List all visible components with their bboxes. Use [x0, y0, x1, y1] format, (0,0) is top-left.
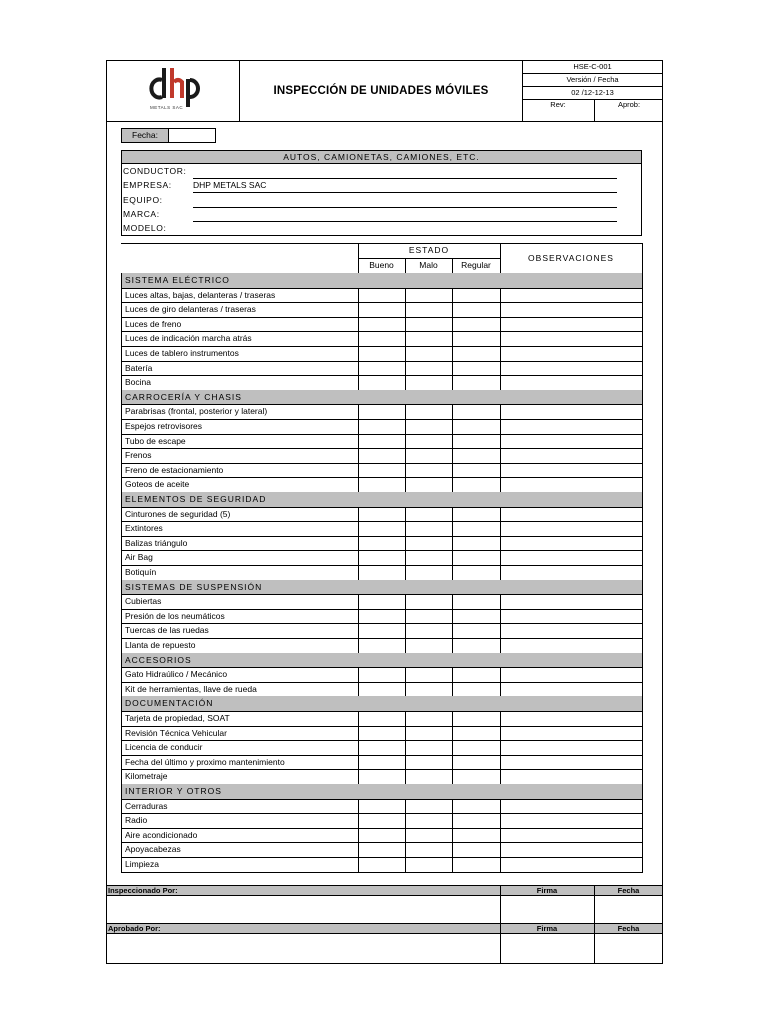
- section-header: ELEMENTOS DE SEGURIDAD: [121, 492, 643, 508]
- bueno-cell[interactable]: [358, 536, 406, 552]
- section-header: ACCESORIOS: [121, 653, 643, 669]
- regular-cell[interactable]: [452, 842, 501, 858]
- regular-cell[interactable]: [452, 711, 501, 727]
- observaciones-cell[interactable]: [500, 857, 643, 873]
- checklist-item: Revisión Técnica Vehicular: [121, 726, 358, 742]
- signer-name-field[interactable]: [107, 897, 499, 922]
- checklist-item: Cerraduras: [121, 799, 358, 815]
- bueno-cell[interactable]: [358, 726, 406, 742]
- signature-field[interactable]: [501, 897, 593, 922]
- checklist-item: Balizas triángulo: [121, 536, 358, 552]
- checklist-item: Bocina: [121, 375, 358, 391]
- malo-cell[interactable]: [405, 434, 453, 450]
- observaciones-cell[interactable]: [500, 536, 643, 552]
- regular-cell[interactable]: [452, 799, 501, 815]
- bueno-cell[interactable]: [358, 288, 406, 304]
- malo-cell[interactable]: [405, 740, 453, 756]
- checklist-item: Radio: [121, 813, 358, 829]
- observaciones-cell[interactable]: [500, 404, 643, 420]
- observaciones-cell[interactable]: [500, 521, 643, 537]
- bueno-cell[interactable]: [358, 769, 406, 785]
- malo-cell[interactable]: [405, 623, 453, 639]
- observaciones-cell[interactable]: [500, 565, 643, 581]
- observaciones-cell[interactable]: [500, 375, 643, 391]
- bueno-cell[interactable]: [358, 842, 406, 858]
- checklist-item: Luces altas, bajas, delanteras / traseras: [121, 288, 358, 304]
- malo-cell[interactable]: [405, 550, 453, 566]
- observaciones-cell[interactable]: [500, 828, 643, 844]
- vehicle-field-label: MODELO:: [123, 223, 167, 233]
- bueno-cell[interactable]: [358, 828, 406, 844]
- observaciones-cell[interactable]: [500, 711, 643, 727]
- bueno-cell[interactable]: [358, 419, 406, 435]
- regular-cell[interactable]: [452, 726, 501, 742]
- malo-cell[interactable]: [405, 828, 453, 844]
- observaciones-cell[interactable]: [500, 419, 643, 435]
- observaciones-cell[interactable]: [500, 740, 643, 756]
- checklist-item: Frenos: [121, 448, 358, 464]
- regular-cell[interactable]: [452, 565, 501, 581]
- bueno-cell[interactable]: [358, 711, 406, 727]
- signature-date-field[interactable]: [595, 897, 662, 922]
- checklist-item: Goteos de aceite: [121, 477, 358, 493]
- checklist-item: Apoyacabezas: [121, 842, 358, 858]
- malo-cell[interactable]: [405, 565, 453, 581]
- malo-cell[interactable]: [405, 477, 453, 493]
- malo-cell[interactable]: [405, 842, 453, 858]
- regular-cell[interactable]: [452, 375, 501, 391]
- malo-cell[interactable]: [405, 726, 453, 742]
- observaciones-cell[interactable]: [500, 288, 643, 304]
- estado-col-2: Regular: [461, 260, 491, 271]
- regular-cell[interactable]: [452, 288, 501, 304]
- malo-cell[interactable]: [405, 404, 453, 420]
- malo-cell[interactable]: [405, 448, 453, 464]
- bueno-cell[interactable]: [358, 857, 406, 873]
- checklist-item: Batería: [121, 361, 358, 377]
- observaciones-cell[interactable]: [500, 682, 643, 698]
- regular-cell[interactable]: [452, 755, 501, 771]
- section-header: DOCUMENTACIÓN: [121, 696, 643, 712]
- fecha-label: Fecha: [617, 886, 640, 896]
- observaciones-cell[interactable]: [500, 507, 643, 523]
- signature-label: Inspeccionado Por:: [108, 886, 178, 895]
- regular-cell[interactable]: [452, 828, 501, 844]
- regular-cell[interactable]: [452, 463, 501, 479]
- vehicle-field-label: CONDUCTOR:: [123, 166, 187, 176]
- bueno-cell[interactable]: [358, 361, 406, 377]
- bueno-cell[interactable]: [358, 623, 406, 639]
- regular-cell[interactable]: [452, 331, 501, 347]
- form-code: HSE-C-001: [573, 61, 612, 71]
- bueno-cell[interactable]: [358, 463, 406, 479]
- estado-col-0: Bueno: [369, 260, 394, 271]
- malo-cell[interactable]: [405, 463, 453, 479]
- bueno-cell[interactable]: [358, 609, 406, 625]
- regular-cell[interactable]: [452, 623, 501, 639]
- regular-cell[interactable]: [452, 740, 501, 756]
- observaciones-cell[interactable]: [500, 842, 643, 858]
- malo-cell[interactable]: [405, 769, 453, 785]
- observaciones-cell[interactable]: [500, 799, 643, 815]
- observaciones-cell[interactable]: [500, 361, 643, 377]
- regular-cell[interactable]: [452, 857, 501, 873]
- bueno-cell[interactable]: [358, 331, 406, 347]
- regular-cell[interactable]: [452, 507, 501, 523]
- checklist-item: Air Bag: [121, 550, 358, 566]
- bueno-cell[interactable]: [358, 550, 406, 566]
- checklist-item: Gato Hidraúlico / Mecánico: [121, 667, 358, 683]
- checklist-item: Licencia de conducir: [121, 740, 358, 756]
- fecha-label: Fecha: [617, 924, 640, 934]
- regular-cell[interactable]: [452, 419, 501, 435]
- checklist-item: Extintores: [121, 521, 358, 537]
- checklist-item: Cubiertas: [121, 594, 358, 610]
- regular-cell[interactable]: [452, 404, 501, 420]
- vehicle-field-label: EQUIPO:: [123, 195, 163, 205]
- regular-cell[interactable]: [452, 521, 501, 537]
- regular-cell[interactable]: [452, 609, 501, 625]
- observaciones-cell[interactable]: [500, 609, 643, 625]
- version-value: 02 /12-12-13: [571, 87, 614, 97]
- regular-cell[interactable]: [452, 317, 501, 333]
- vehicle-field-value[interactable]: DHP METALS SAC: [193, 181, 617, 193]
- malo-cell[interactable]: [405, 536, 453, 552]
- observaciones-cell[interactable]: [500, 346, 643, 362]
- regular-cell[interactable]: [452, 448, 501, 464]
- regular-cell[interactable]: [452, 813, 501, 829]
- bueno-cell[interactable]: [358, 346, 406, 362]
- section-header: SISTEMAS DE SUSPENSIÓN: [121, 580, 643, 596]
- malo-cell[interactable]: [405, 609, 453, 625]
- checklist-item: Tubo de escape: [121, 434, 358, 450]
- checklist-item: Botiquín: [121, 565, 358, 581]
- fecha-label: Fecha:: [121, 128, 169, 143]
- observaciones-cell[interactable]: [500, 302, 643, 318]
- regular-cell[interactable]: [452, 434, 501, 450]
- bueno-cell[interactable]: [358, 404, 406, 420]
- malo-cell[interactable]: [405, 594, 453, 610]
- fecha-input[interactable]: [168, 128, 216, 143]
- checklist-item: Luces de freno: [121, 317, 358, 333]
- checklist-item: Tarjeta de propiedad, SOAT: [121, 711, 358, 727]
- malo-cell[interactable]: [405, 331, 453, 347]
- observaciones-cell[interactable]: [500, 755, 643, 771]
- malo-cell[interactable]: [405, 419, 453, 435]
- section-header: CARROCERÍA Y CHASIS: [121, 390, 643, 406]
- observaciones-cell[interactable]: [500, 434, 643, 450]
- checklist-item: Espejos retrovisores: [121, 419, 358, 435]
- malo-cell[interactable]: [405, 375, 453, 391]
- regular-cell[interactable]: [452, 302, 501, 318]
- bueno-cell[interactable]: [358, 448, 406, 464]
- bueno-cell[interactable]: [358, 799, 406, 815]
- checklist-item: Luces de tablero instrumentos: [121, 346, 358, 362]
- vehicle-field-label: EMPRESA:: [123, 180, 172, 190]
- observaciones-cell[interactable]: [500, 550, 643, 566]
- bueno-cell[interactable]: [358, 638, 406, 654]
- checklist-item: Parabrisas (frontal, posterior y lateral): [121, 404, 358, 420]
- form-title: INSPECCIÓN DE UNIDADES MÓVILES: [273, 85, 489, 97]
- checklist-item: Presión de los neumáticos: [121, 609, 358, 625]
- vehicle-field-value[interactable]: [193, 210, 617, 222]
- regular-cell[interactable]: [452, 682, 501, 698]
- section-header: INTERIOR Y OTROS: [121, 784, 643, 800]
- bueno-cell[interactable]: [358, 813, 406, 829]
- section-header: SISTEMA ELÉCTRICO: [121, 273, 643, 289]
- rev-label: Rev:: [550, 100, 566, 110]
- company-logo: [140, 64, 210, 118]
- malo-cell[interactable]: [405, 857, 453, 873]
- signer-name-field[interactable]: [107, 935, 499, 962]
- observaciones-cell[interactable]: [500, 331, 643, 347]
- observaciones-cell[interactable]: [500, 477, 643, 493]
- firma-label: Firma: [536, 886, 558, 896]
- observaciones-cell[interactable]: [500, 769, 643, 785]
- malo-cell[interactable]: [405, 288, 453, 304]
- observaciones-cell[interactable]: [500, 594, 643, 610]
- checklist-item: Kilometraje: [121, 769, 358, 785]
- bueno-cell[interactable]: [358, 434, 406, 450]
- observaciones-cell[interactable]: [500, 448, 643, 464]
- vehicle-field-value[interactable]: [193, 196, 617, 208]
- observaciones-cell[interactable]: [500, 463, 643, 479]
- checklist-item: Luces de indicación marcha atrás: [121, 331, 358, 347]
- malo-cell[interactable]: [405, 755, 453, 771]
- malo-cell[interactable]: [405, 346, 453, 362]
- regular-cell[interactable]: [452, 477, 501, 493]
- observaciones-cell[interactable]: [500, 638, 643, 654]
- bueno-cell[interactable]: [358, 594, 406, 610]
- checklist-item: Aire acondicionado: [121, 828, 358, 844]
- vehicle-field-value[interactable]: [193, 224, 617, 236]
- checklist-item: Freno de estacionamiento: [121, 463, 358, 479]
- observaciones-cell[interactable]: [500, 317, 643, 333]
- observaciones-cell[interactable]: [500, 726, 643, 742]
- malo-cell[interactable]: [405, 302, 453, 318]
- regular-cell[interactable]: [452, 536, 501, 552]
- observaciones-header: OBSERVACIONES: [528, 252, 614, 263]
- bueno-cell[interactable]: [358, 740, 406, 756]
- estado-col-1: Malo: [419, 260, 438, 271]
- checklist-item: Llanta de repuesto: [121, 638, 358, 654]
- malo-cell[interactable]: [405, 521, 453, 537]
- checklist-item: Luces de giro delanteras / traseras: [121, 302, 358, 318]
- malo-cell[interactable]: [405, 682, 453, 698]
- checklist-item: Limpieza: [121, 857, 358, 873]
- signature-label: Aprobado Por:: [108, 924, 161, 933]
- observaciones-cell[interactable]: [500, 813, 643, 829]
- version-label: Versión / Fecha: [566, 74, 619, 84]
- aprob-label: Aprob:: [617, 100, 641, 110]
- malo-cell[interactable]: [405, 667, 453, 683]
- checklist-item: Cinturones de seguridad (5): [121, 507, 358, 523]
- regular-cell[interactable]: [452, 361, 501, 377]
- bueno-cell[interactable]: [358, 375, 406, 391]
- bueno-cell[interactable]: [358, 755, 406, 771]
- bueno-cell[interactable]: [358, 565, 406, 581]
- regular-cell[interactable]: [452, 346, 501, 362]
- signature-date-field[interactable]: [595, 935, 662, 962]
- malo-cell[interactable]: [405, 507, 453, 523]
- malo-cell[interactable]: [405, 638, 453, 654]
- signature-field[interactable]: [501, 935, 593, 962]
- malo-cell[interactable]: [405, 813, 453, 829]
- regular-cell[interactable]: [452, 667, 501, 683]
- vehicle-field-label: MARCA:: [123, 209, 160, 219]
- checklist-item: Tuercas de las ruedas: [121, 623, 358, 639]
- firma-label: Firma: [536, 924, 558, 934]
- vehicle-section-title: AUTOS, CAMIONETAS, CAMIONES, ETC.: [122, 151, 641, 164]
- observaciones-cell[interactable]: [500, 667, 643, 683]
- malo-cell[interactable]: [405, 799, 453, 815]
- regular-cell[interactable]: [452, 769, 501, 785]
- bueno-cell[interactable]: [358, 667, 406, 683]
- bueno-cell[interactable]: [358, 507, 406, 523]
- bueno-cell[interactable]: [358, 317, 406, 333]
- checklist-item: Fecha del último y proximo mantenimiento: [121, 755, 358, 771]
- vehicle-field-value[interactable]: [193, 167, 617, 179]
- bueno-cell[interactable]: [358, 521, 406, 537]
- bueno-cell[interactable]: [358, 302, 406, 318]
- logo-subtext: METALS SAC: [150, 105, 184, 110]
- estado-header: ESTADO: [408, 245, 450, 256]
- malo-cell[interactable]: [405, 361, 453, 377]
- regular-cell[interactable]: [452, 550, 501, 566]
- malo-cell[interactable]: [405, 711, 453, 727]
- regular-cell[interactable]: [452, 638, 501, 654]
- checklist-item: Kit de herramientas, llave de rueda: [121, 682, 358, 698]
- bueno-cell[interactable]: [358, 477, 406, 493]
- regular-cell[interactable]: [452, 594, 501, 610]
- observaciones-cell[interactable]: [500, 623, 643, 639]
- malo-cell[interactable]: [405, 317, 453, 333]
- bueno-cell[interactable]: [358, 682, 406, 698]
